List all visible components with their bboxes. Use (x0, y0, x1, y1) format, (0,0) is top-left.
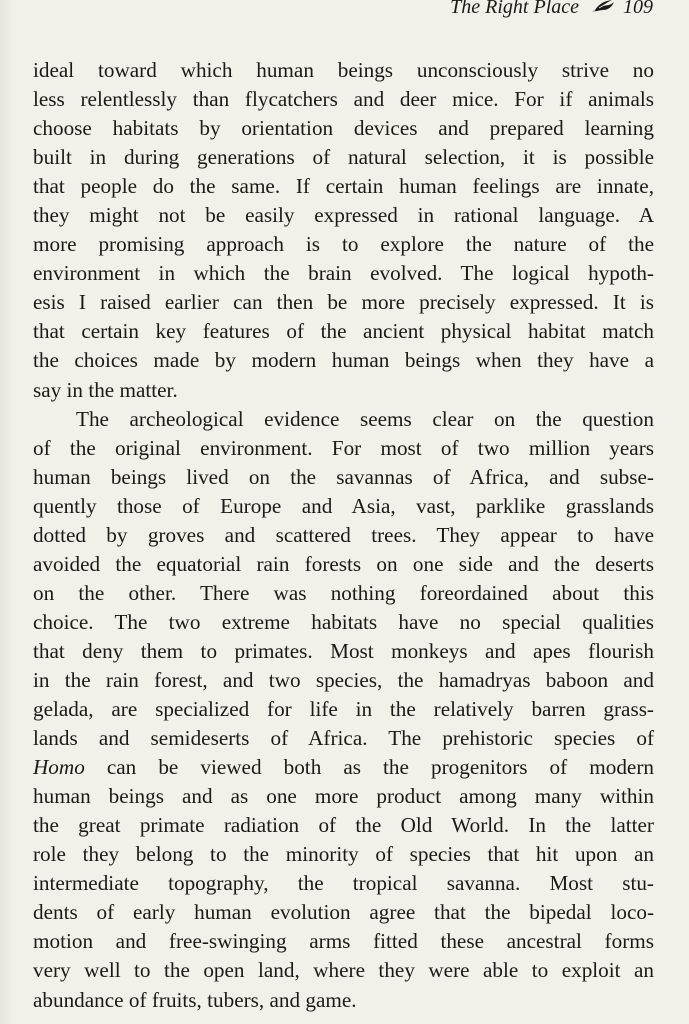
text-line: human beings lived on the savannas of Africa, and subse- (33, 464, 654, 489)
text-line: that people do the same. If certain human feelings are innate, (33, 174, 654, 199)
text-line: more promising approach is to explore the nature of the (33, 232, 654, 257)
text-line: lands and semideserts of Africa. The prehistoric species of (33, 726, 654, 751)
text-line: motion and free-swinging arms fitted these ancestral forms (33, 929, 654, 954)
text-line: The archeological evidence seems clear on the question (76, 406, 654, 431)
text-line: the choices made by modern human beings when they have a (33, 348, 654, 373)
text-line: avoided the equatorial rain forests on one side and the deserts (33, 551, 654, 576)
text-line: the great primate radiation of the Old World. In the latter (33, 813, 654, 838)
running-head (450, 0, 653, 19)
text-line: quently those of Europe and Asia, vast, parklike grasslands (33, 493, 654, 518)
text-line: gelada, are specialized for life in the relatively barren grass- (33, 697, 654, 722)
text-line: Homo can be viewed both as the progenitors of modern (33, 755, 654, 780)
text-line: dotted by groves and scattered trees. They appear to have (33, 522, 654, 547)
text-line: very well to the open land, where they were able to exploit an (33, 958, 654, 983)
text-line: esis I raised earlier can then be more precisely expressed. It is (33, 290, 654, 315)
page-number: 109 (623, 0, 653, 18)
body-text (33, 56, 654, 1015)
text-line: choose habitats by orientation devices and prepared learning (33, 116, 654, 141)
text-line: dents of early human evolution agree that the bipedal loco- (33, 900, 654, 925)
text-line: human beings and as one more product among many within (33, 784, 654, 809)
leaf-ornament-icon (591, 0, 615, 13)
text-line: on the other. There was nothing foreordained about this (33, 580, 654, 605)
text-line: abundance of fruits, tubers, and game. (33, 987, 357, 1012)
text-line: of the original environment. For most of two million years (33, 435, 654, 460)
paragraph (33, 56, 654, 405)
text-line: say in the matter. (33, 377, 178, 402)
paragraph (33, 405, 654, 1015)
text-line: built in during generations of natural selection, it is possible (33, 145, 654, 170)
text-line: in the rain forest, and two species, the hamadryas baboon and (33, 667, 654, 692)
text-line: less relentlessly than flycatchers and deer mice. For if animals (33, 87, 654, 112)
text-line: choice. The two extreme habitats have no special qualities (33, 609, 654, 634)
text-line: they might not be easily expressed in rational language. A (33, 203, 654, 228)
text-line: intermediate topography, the tropical savanna. Most stu- (33, 871, 654, 896)
text-line: ideal toward which human beings unconsciously strive no (33, 58, 654, 82)
running-head-title: The Right Place (450, 0, 579, 18)
text-line: environment in which the brain evolved. The logical hypoth- (33, 261, 654, 286)
text-line: role they belong to the minority of species that hit upon an (33, 842, 654, 867)
text-line: that certain key features of the ancient physical habitat match (33, 319, 654, 344)
text-line: that deny them to primates. Most monkeys and apes flourish (33, 638, 654, 663)
